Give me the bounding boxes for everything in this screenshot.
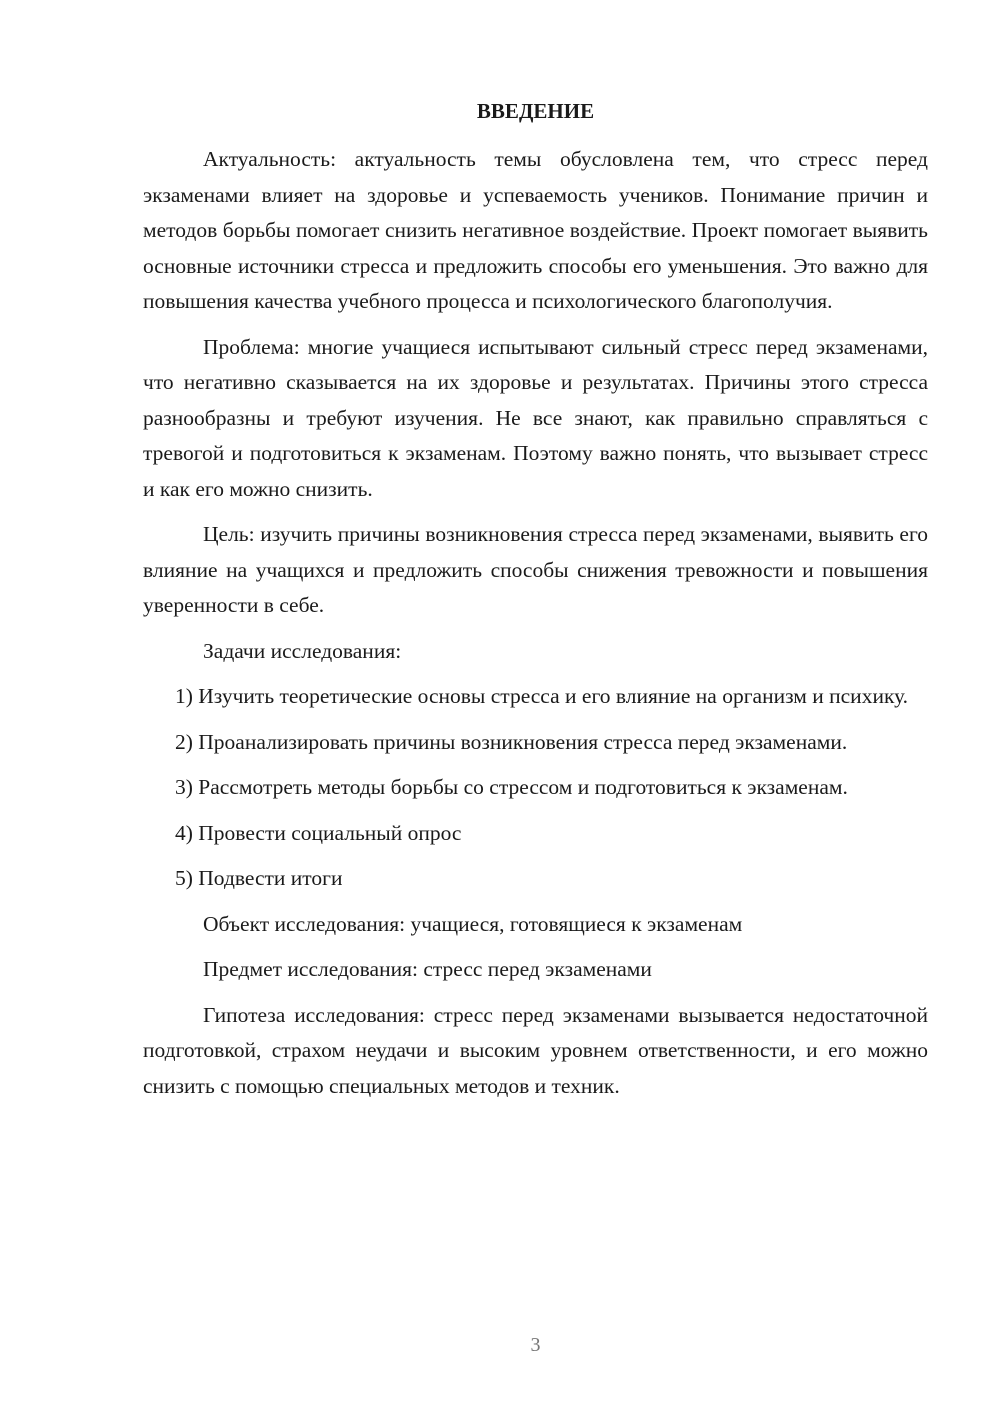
paragraph-problem: Проблема: многие учащиеся испытывают сильный стресс перед экзаменами, что негативно сказывается на их здоровье и результатах. Причины этого стресса разнообразны и требуют изучения. Не все знают, как правильно справляться с тревогой и подготовиться к экзаменам. Поэтому важно понять, что вызывает стресс и как его можно снизить. bbox=[143, 334, 928, 501]
paragraph-object: Объект исследования: учащиеся, готовящиеся к экзаменам bbox=[203, 911, 743, 936]
task-item-2: 2) Проанализировать причины возникновения стресса перед экзаменами. bbox=[175, 729, 848, 754]
paragraph-hypothesis: Гипотеза исследования: стресс перед экзаменами вызывается недостаточной подготовкой, страхом неудачи и высоким уровнем ответственности, и его можно снизить с помощью специальных методов и техник. bbox=[143, 1002, 928, 1098]
tasks-heading: Задачи исследования: bbox=[203, 638, 402, 663]
task-item-5: 5) Подвести итоги bbox=[175, 866, 343, 890]
page-number: 3 bbox=[530, 1334, 541, 1356]
page-title: ВВЕДЕНИЕ bbox=[476, 99, 595, 123]
paragraph-goal: Цель: изучить причины возникновения стресса перед экзаменами, выявить его влияние на учащихся и предложить способы снижения тревожности и повышения уверенности в себе. bbox=[143, 522, 928, 617]
task-item-3: 3) Рассмотреть методы борьбы со стрессом и подготовиться к экзаменам. bbox=[175, 775, 848, 799]
task-item-1: 1) Изучить теоретические основы стресса и его влияние на организм и психику. bbox=[175, 684, 909, 708]
paragraph-subject: Предмет исследования: стресс перед экзаменами bbox=[203, 957, 652, 981]
paragraph-relevance: Актуальность: актуальность темы обусловлена тем, что стресс перед экзаменами влияет на здоровье и успеваемость учеников. Понимание причин и методов борьбы помогает снизить негативное воздействие. Проект помогает выявить основные источники стресса и предложить способы его уменьшения. Это важно для повышения качества учебного процесса и психологического благополучия. bbox=[143, 147, 928, 313]
page-content bbox=[143, 142, 928, 1114]
document-page bbox=[143, 0, 928, 1414]
task-item-4: 4) Провести социальный опрос bbox=[175, 820, 462, 845]
